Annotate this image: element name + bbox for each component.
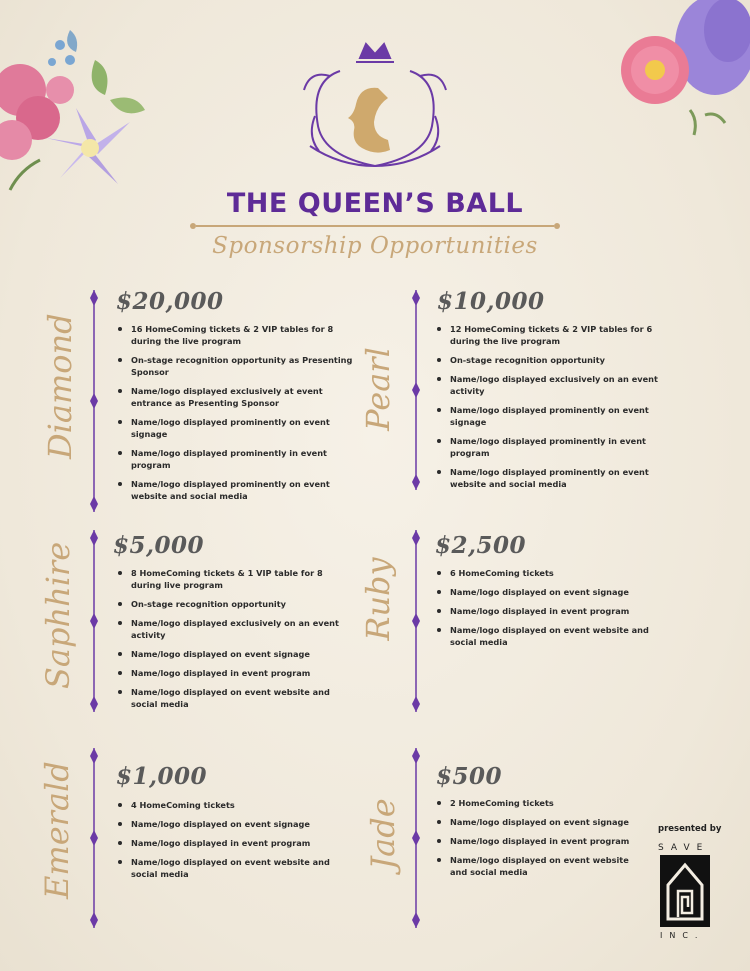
tier-price-emerald: $1,000: [116, 763, 208, 790]
page-title: THE QUEEN’S BALL: [226, 188, 524, 219]
tier-price-saphhire: $5,000: [113, 532, 205, 559]
title-divider: [188, 221, 562, 231]
list-item: Name/logo displayed on event signage: [437, 816, 647, 828]
tier-divider-pearl: [410, 290, 422, 490]
tier-divider-diamond: [88, 290, 100, 512]
tier-price-pearl: $10,000: [437, 288, 545, 315]
tier-benefits-jade: [437, 797, 647, 885]
list-item: Name/logo displayed prominently in event program: [437, 435, 662, 459]
tier-benefits-diamond: [118, 323, 356, 509]
tier-divider-jade: [410, 748, 422, 928]
tier-benefits-saphhire: [118, 567, 343, 717]
tier-name-pearl: Pearl: [359, 347, 397, 431]
tier-name-emerald: Emerald: [38, 761, 76, 899]
list-item: Name/logo displayed in event program: [118, 667, 343, 679]
list-item: 16 HomeComing tickets & 2 VIP tables for 8 during the live program: [118, 323, 356, 347]
list-item: 2 HomeComing tickets: [437, 797, 647, 809]
tier-price-ruby: $2,500: [435, 532, 527, 559]
list-item: Name/logo displayed on event website and social media: [437, 854, 647, 878]
list-item: Name/logo displayed in event program: [118, 837, 333, 849]
list-item: Name/logo displayed exclusively at event entrance as Presenting Sponsor: [118, 385, 356, 409]
list-item: On-stage recognition opportunity as Presenting Sponsor: [118, 354, 356, 378]
list-item: Name/logo displayed prominently on event signage: [118, 416, 356, 440]
list-item: Name/logo displayed exclusively on an event activity: [437, 373, 662, 397]
list-item: Name/logo displayed prominently on event website and social media: [437, 466, 662, 490]
list-item: Name/logo displayed prominently in event program: [118, 447, 356, 471]
list-item: Name/logo displayed on event website and social media: [118, 686, 343, 710]
list-item: Name/logo displayed prominently on event website and social media: [118, 478, 356, 502]
list-item: Name/logo displayed exclusively on an event activity: [118, 617, 343, 641]
tier-divider-saphhire: [88, 530, 100, 712]
tier-price-jade: $500: [436, 763, 503, 790]
list-item: Name/logo displayed on event signage: [118, 648, 343, 660]
list-item: Name/logo displayed prominently on event signage: [437, 404, 662, 428]
tier-benefits-pearl: [437, 323, 662, 497]
list-item: Name/logo displayed on event website and social media: [118, 856, 333, 880]
presented-by-label: presented by: [658, 824, 722, 834]
tier-divider-ruby: [410, 530, 422, 712]
flower-bouquet-right: [610, 0, 750, 140]
list-item: Name/logo displayed on event website and social media: [437, 624, 662, 648]
list-item: Name/logo displayed in event program: [437, 605, 662, 617]
list-item: On-stage recognition opportunity: [118, 598, 343, 610]
list-item: 6 HomeComing tickets: [437, 567, 662, 579]
tier-name-ruby: Ruby: [359, 557, 397, 641]
list-item: On-stage recognition opportunity: [437, 354, 662, 366]
org-name-top: SAVE: [658, 843, 710, 853]
save-inc-logo-icon: [660, 855, 710, 927]
list-item: Name/logo displayed on event signage: [437, 586, 662, 598]
tier-price-diamond: $20,000: [116, 288, 224, 315]
list-item: 12 HomeComing tickets & 2 VIP tables for 6 during the live program: [437, 323, 662, 347]
tier-name-saphhire: Saphhire: [39, 541, 77, 689]
tier-name-diamond: Diamond: [41, 313, 79, 459]
list-item: Name/logo displayed in event program: [437, 835, 647, 847]
page-subtitle: Sponsorship Opportunities: [212, 233, 538, 259]
tier-benefits-ruby: [437, 567, 662, 655]
list-item: Name/logo displayed on event signage: [118, 818, 333, 830]
tier-divider-emerald: [88, 748, 100, 928]
queen-crest-emblem: [290, 36, 460, 176]
tier-name-jade: Jade: [364, 798, 402, 870]
org-name-bottom: INC.: [660, 931, 705, 940]
list-item: 8 HomeComing tickets & 1 VIP table for 8 during live program: [118, 567, 343, 591]
list-item: 4 HomeComing tickets: [118, 799, 333, 811]
tier-benefits-emerald: [118, 799, 333, 887]
